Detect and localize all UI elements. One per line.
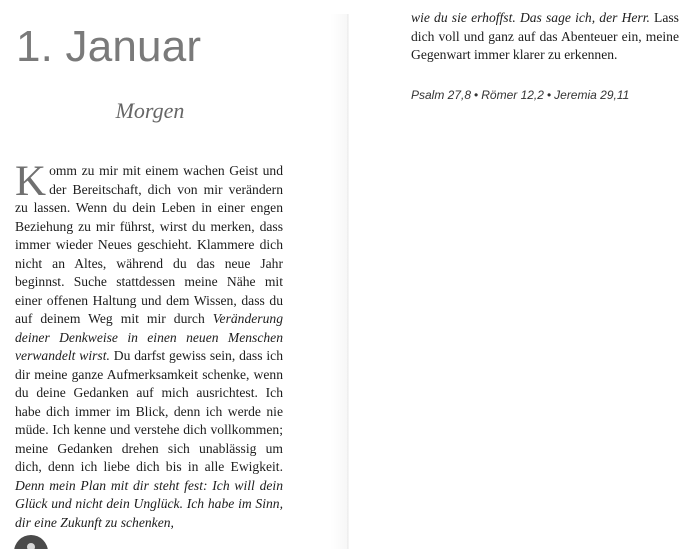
- reference: Jeremia 29,11: [554, 88, 630, 102]
- text-run: Lass dich voll und ganz auf das Abenteuer ein, meine Gegenwart immer klarer zu erkennen.: [411, 10, 679, 62]
- text-run-italic: Denn mein Plan mit dir steht fest: Ich will dein Glück und nicht dein Unglück. Ich habe im Sinn, dir eine Zukunft zu schenken,: [15, 477, 283, 530]
- text-run-italic: wie du sie erhoffst. Das sage ich, der Herr.: [411, 10, 650, 25]
- page-gutter-shadow: [330, 14, 347, 549]
- reference-separator: •: [546, 88, 552, 102]
- right-page: [349, 0, 689, 549]
- reference: Psalm 27,8: [411, 88, 472, 102]
- text-run: Du darfst gewiss sein, dass ich dir meine ganze Aufmerksamkeit schenke, wenn du deine Gedanken auf mich ausrichtest. Ich habe dich immer im Blick, denn ich werde nie müde. Ich kenne und verstehe dich vollkommen; meine Gedanken drehen sich unablässig um dich, denn ich liebe dich bis in alle Ewigkeit.: [15, 348, 283, 474]
- reference: Römer 12,2: [481, 88, 544, 102]
- drop-cap: K: [15, 158, 47, 205]
- reference-separator: •: [474, 88, 479, 102]
- scripture-references: [411, 88, 629, 102]
- section-title: Morgen: [115, 98, 185, 123]
- devotional-text: [15, 158, 283, 532]
- loading-spinner-icon: [14, 535, 48, 549]
- text-run-italic: Veränderung deiner Denkweise in einen neuen Menschen verwandelt wirst.: [15, 311, 283, 363]
- devotional-text-continued: [411, 9, 679, 65]
- day-title: 1. Januar: [16, 22, 202, 71]
- text-run: omm zu mir mit einem wachen Geist und der Bereitschaft, dich von mir verändern zu lassen. Wenn du dein Leben in einer engen Beziehung zu mir führst, wirst du merken, dass immer wieder Neues geschieht. Klammere dich nicht an Altes, während du das neue Jahr beginnst. Suche stattdessen meine Nähe mit einer offenen Haltung und dem Wissen, dass du auf deinem Weg mit mir durch: [15, 163, 283, 326]
